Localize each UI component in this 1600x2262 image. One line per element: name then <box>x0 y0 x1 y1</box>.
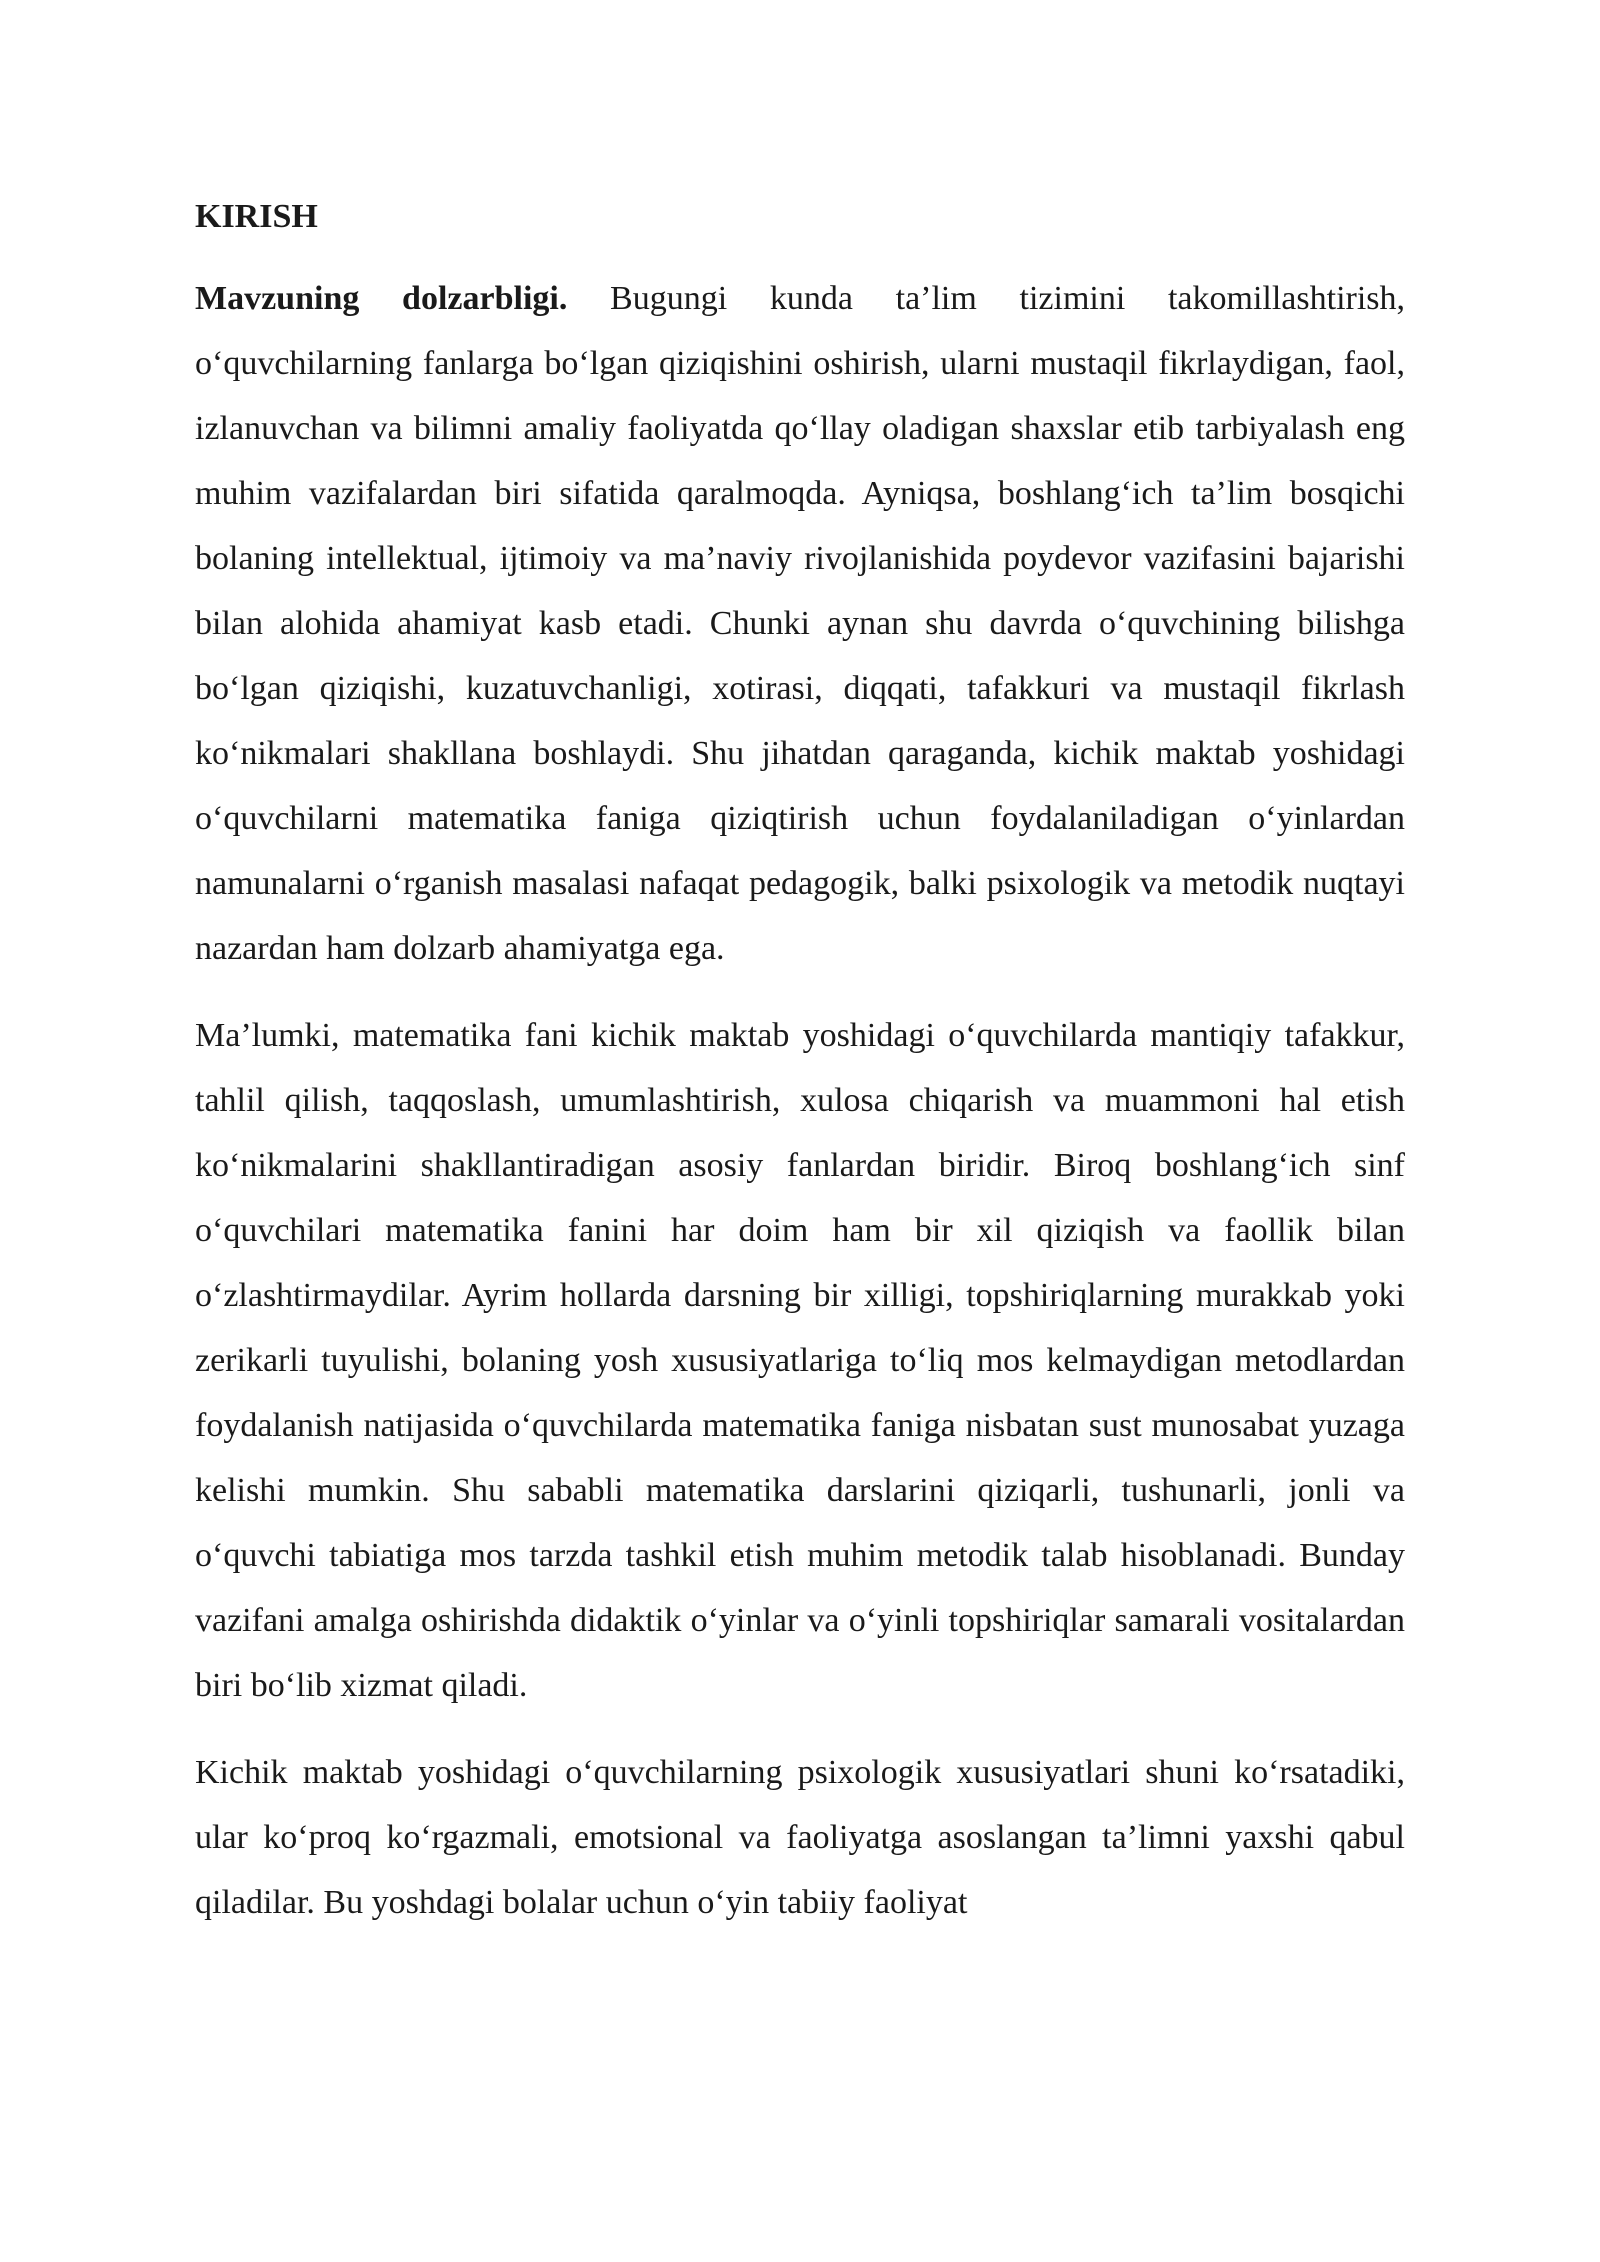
paragraph-text: Kichik maktab yoshidagi o‘quvchilarning psixologik xususiyatlari shuni ko‘rsatadiki, ular ko‘proq ko‘rgazmali, emotsional va faoliyatga asoslangan ta’limni yaxshi qabul qiladilar. Bu yoshdagi bolalar uchun o‘yin tabiiy faoliyat <box>195 1754 1405 1921</box>
paragraph-text: Ma’lumki, matematika fani kichik maktab yoshidagi o‘quvchilarda mantiqiy tafakkur, tahlil qilish, taqqoslash, umumlashtirish, xulosa chiqarish va muammoni hal etish ko‘nikmalarini shakllantiradigan asosiy fanlardan biridir. Biroq boshlang‘ich sinf o‘quvchilari matematika fanini har doim ham bir xil qiziqish va faollik bilan o‘zlashtirmaydilar. Ayrim hollarda darsning bir xilligi, topshiriqlarning murakkab yoki zerikarli tuyulishi, bolaning yosh xususiyatlariga to‘liq mos kelmaydigan metodlardan foydalanish natijasida o‘quvchilarda matematika faniga nisbatan sust munosabat yuzaga kelishi mumkin. Shu sababli matematika darslarini qiziqarli, tushunarli, jonli va o‘quvchi tabiatiga mos tarzda tashkil etish muhim metodik talab hisoblanadi. Bunday vazifani amalga oshirishda didaktik o‘yinlar va o‘yinli topshiriqlar samarali vositalardan biri bo‘lib xizmat qiladi. <box>195 1017 1405 1704</box>
paragraph-2 <box>195 1003 1405 1718</box>
paragraph-lead: Mavzuning dolzarbligi. <box>195 280 568 317</box>
paragraph-text: Bugungi kunda ta’lim tizimini takomillashtirish, o‘quvchilarning fanlarga bo‘lgan qiziqishini oshirish, ularni mustaqil fikrlaydigan, faol, izlanuvchan va bilimni amaliy faoliyatda qo‘llay oladigan shaxslar etib tarbiyalash eng muhim vazifalardan biri sifatida qaralmoqda. Ayniqsa, boshlang‘ich ta’lim bosqichi bolaning intellektual, ijtimoiy va ma’naviy rivojlanishida poydevor vazifasini bajarishi bilan alohida ahamiyat kasb etadi. Chunki aynan shu davrda o‘quvchining bilishga bo‘lgan qiziqishi, kuzatuvchanligi, xotirasi, diqqati, tafakkuri va mustaqil fikrlash ko‘nikmalari shakllana boshlaydi. Shu jihatdan qaraganda, kichik maktab yoshidagi o‘quvchilarni matematika faniga qiziqtirish uchun foydalaniladigan o‘yinlardan namunalarni o‘rganish masalasi nafaqat pedagogik, balki psixologik va metodik nuqtayi nazardan ham dolzarb ahamiyatga ega. <box>195 280 1406 967</box>
document-body <box>195 190 1405 1957</box>
section-heading: KIRISH <box>195 198 318 235</box>
paragraph-3 <box>195 1740 1405 1935</box>
paragraph-1 <box>195 266 1405 981</box>
